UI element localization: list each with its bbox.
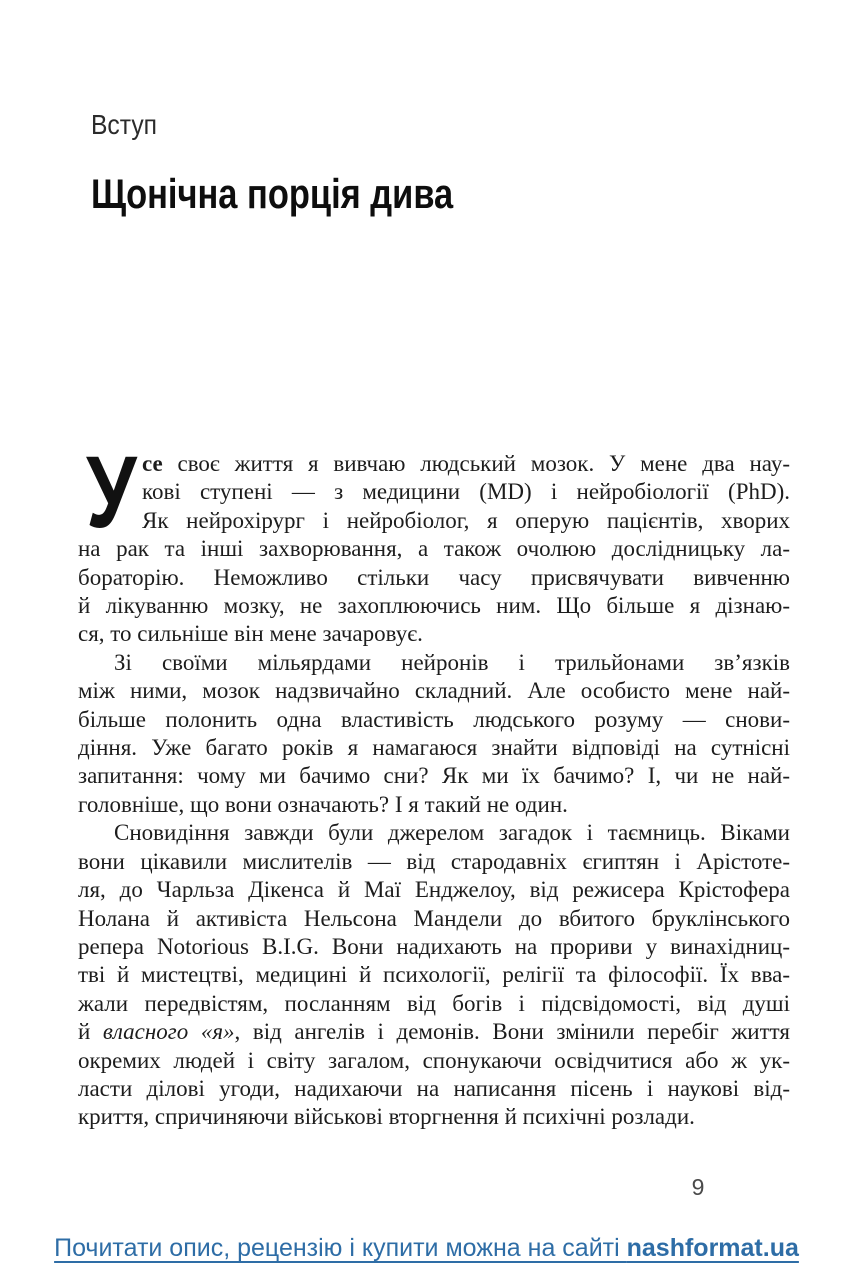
text-line: бораторію. Неможливо стільки часу присвячувати вивченню: [78, 564, 790, 590]
text-line: ласти ділові угоди, надихаючи на написання пісень і наукові від-: [78, 1075, 790, 1101]
text-line: головніше, що вони означають? І я такий не один.: [78, 791, 568, 817]
text-line: між ними, мозок надзвичайно складний. Але особисто мене най-: [78, 678, 790, 704]
text-line: ся, то сильніше він мене зачаровує.: [78, 621, 423, 647]
footer: [0, 1234, 853, 1263]
text-line-with-italic: [78, 1018, 790, 1046]
text-line: жали передвістям, посланням від богів і підсвідомості, від душі: [78, 990, 790, 1016]
italic-text: власного «я»: [102, 1019, 235, 1045]
text-line: Сновидіння завжди були джерелом загадок і таємниць. Віками: [114, 820, 790, 846]
text-line: окремих людей і світу загалом, спонукаючи освідчитися або ж ук-: [78, 1047, 790, 1073]
text-line: репера Notorious B.I.G. Вони надихають на прориви у винахідниц-: [78, 933, 790, 959]
footer-link-text: Почитати опис, рецензію і купити можна на сайті: [54, 1234, 627, 1262]
line-text: своє життя я вивчаю людський мозок. У мене два нау-: [162, 451, 790, 476]
footer-link-domain: nashformat.ua: [626, 1234, 799, 1262]
text-line: [78, 450, 790, 478]
text-line: діння. Уже багато років я намагаюся знайти відповіді на сутнісні: [78, 735, 790, 761]
paragraph-1: [78, 435, 790, 649]
line-text: , від ангелів і демонів. Вони змінили перебіг життя: [234, 1019, 790, 1045]
text-line: запитання: чому ми бачимо сни? Як ми їх бачимо? І, чи не най-: [78, 763, 790, 789]
paragraph-2: [78, 649, 790, 819]
text-line: Зі своїми мільярдами нейронів і трильйонами зв’язків: [114, 649, 790, 675]
text-line: на рак та інші захворювання, а також очолюю дослідницьку ла-: [78, 536, 790, 562]
line-text: й: [78, 1019, 103, 1045]
body-text: [78, 435, 790, 1132]
footer-link[interactable]: [54, 1234, 799, 1262]
chapter-title: Щонічна порція дива: [91, 170, 454, 217]
text-line: ля, до Чарльза Дікенса й Маї Енджелоу, від режисера Крістофера: [78, 877, 790, 903]
dropcap-letter: У: [86, 435, 137, 549]
lead-bold-text: се: [142, 451, 163, 476]
text-line: вони цікавили мислителів — від стародавніх єгиптян і Арістоте-: [78, 848, 790, 874]
text-line: кові ступені — з медицини (MD) і нейробіології (PhD).: [142, 479, 790, 505]
text-line: Нолана й активіста Нельсона Мандели до вбитого бруклінського: [78, 905, 790, 931]
chapter-kicker: Вступ: [91, 109, 157, 140]
paragraph-3: [78, 819, 790, 1131]
text-line: криття, спричиняючи військові вторгнення й психічні розлади.: [78, 1104, 695, 1130]
text-line: й лікуванню мозку, не захоплюючись ним. Що більше я дізнаю-: [78, 593, 790, 619]
text-line: більше полонить одна властивість людського розуму — снови-: [78, 706, 790, 732]
page-number: 9: [691, 1174, 705, 1200]
text-line: Як нейрохірург і нейробіолог, я оперую пацієнтів, хворих: [142, 507, 790, 533]
text-line: тві й мистецтві, медицині й психології, релігії та філософії. Їх вва-: [78, 962, 790, 988]
